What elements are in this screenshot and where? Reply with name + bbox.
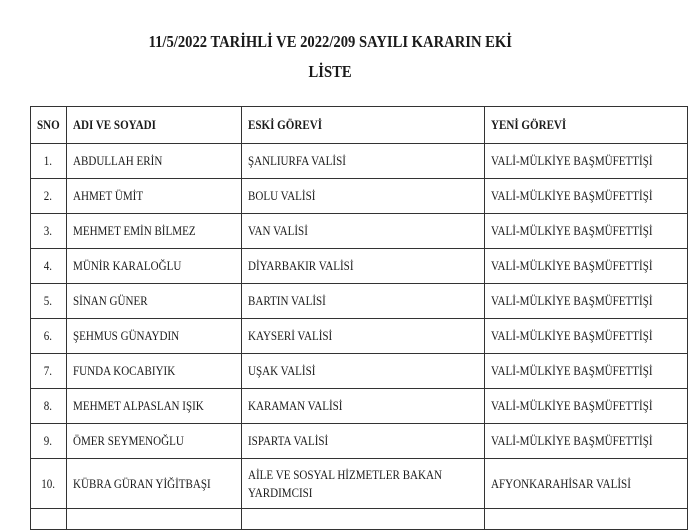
table-row (31, 389, 688, 424)
cell-text: 2. (44, 188, 53, 203)
cell-new-duty (484, 179, 687, 214)
table-row (31, 319, 688, 354)
cell-sno (31, 459, 67, 509)
cell-text: VALİ-MÜLKİYE BAŞMÜFETTİŞİ (490, 363, 653, 378)
table-row (31, 284, 688, 319)
cell-sno (31, 389, 67, 424)
cell-text: 8. (44, 398, 53, 413)
cell-text: ŞANLIURFA VALİSİ (247, 153, 346, 168)
cell-text: VALİ-MÜLKİYE BAŞMÜFETTİŞİ (490, 293, 653, 308)
cell-old-duty (241, 249, 484, 284)
cell-sno (31, 319, 67, 354)
table-row (31, 354, 688, 389)
cell-text: AİLE VE SOSYAL HİZMETLER BAKAN YARDIMCISI (247, 466, 442, 500)
cell-sno (31, 354, 67, 389)
cell-new-duty (484, 389, 687, 424)
table-header-row (31, 107, 688, 144)
cell-text: UŞAK VALİSİ (247, 363, 316, 378)
document-subtitle-text: LİSTE (308, 62, 352, 81)
cell-new-duty (484, 144, 687, 179)
cell-sno (31, 179, 67, 214)
cell-text: KÜBRA GÜRAN YİĞİTBAŞI (72, 475, 211, 491)
document-title (0, 32, 660, 52)
cell-old-duty (241, 179, 484, 214)
cell-text: DİYARBAKIR VALİSİ (247, 258, 354, 273)
cell-text: AFYONKARAHİSAR VALİSİ (490, 475, 631, 491)
cell-old-duty (241, 459, 484, 509)
cell-text: YENİ GÖREVİ (490, 117, 566, 132)
header-name (66, 107, 241, 144)
cell-name (66, 354, 241, 389)
table-row (31, 214, 688, 249)
cell-text: ISPARTA VALİSİ (247, 433, 328, 448)
cell-text: KARAMAN VALİSİ (247, 398, 343, 413)
cell-name (66, 214, 241, 249)
cell-text: KAYSERİ VALİSİ (247, 328, 332, 343)
cell-text: 1. (44, 153, 53, 168)
cell-name (66, 284, 241, 319)
table-row (31, 459, 688, 509)
cell-name (66, 459, 241, 509)
cell-sno (31, 214, 67, 249)
document-subtitle (0, 62, 660, 82)
table-row (31, 424, 688, 459)
cell-sno (31, 284, 67, 319)
cell-text: VALİ-MÜLKİYE BAŞMÜFETTİŞİ (490, 433, 653, 448)
cell-old-duty (241, 389, 484, 424)
cell-new-duty (484, 214, 687, 249)
cell-text: 6. (44, 328, 53, 343)
cell-sno (31, 144, 67, 179)
table-row (31, 179, 688, 214)
cell-text: AHMET ÜMİT (72, 188, 143, 203)
cell-text: ADI VE SOYADI (72, 117, 156, 132)
cell-new-duty (484, 249, 687, 284)
cell-old-duty (241, 214, 484, 249)
cell-name (66, 424, 241, 459)
cell-name (66, 249, 241, 284)
cell-text: 10. (41, 475, 56, 491)
cell-old-duty (241, 319, 484, 354)
cell-text: VALİ-MÜLKİYE BAŞMÜFETTİŞİ (490, 153, 653, 168)
cell-text: SNO (37, 117, 60, 132)
cell-old-duty (241, 144, 484, 179)
cell-text: 7. (44, 363, 53, 378)
cell-text: BOLU VALİSİ (247, 188, 316, 203)
cell-text: 3. (44, 223, 53, 238)
cell-old-duty (241, 354, 484, 389)
cell-text: BARTIN VALİSİ (247, 293, 326, 308)
cell-text: SİNAN GÜNER (72, 293, 148, 308)
cell-name (66, 319, 241, 354)
appointments-table (30, 106, 688, 530)
cell-text: VALİ-MÜLKİYE BAŞMÜFETTİŞİ (490, 328, 653, 343)
cell-text: MEHMET ALPASLAN IŞIK (72, 398, 204, 413)
document-title-text: 11/5/2022 TARİHLİ VE 2022/209 SAYILI KARARIN EKİ (148, 32, 512, 51)
cell-text: MÜNİR KARALOĞLU (72, 258, 182, 273)
cell-text: ESKİ GÖREVİ (247, 117, 322, 132)
cell-new-duty (484, 284, 687, 319)
cell-text: ÖMER SEYMENOĞLU (72, 433, 184, 448)
cell-text: VAN VALİSİ (247, 223, 308, 238)
cell-text: MEHMET EMİN BİLMEZ (72, 223, 196, 238)
cell-sno (31, 249, 67, 284)
cell-name (66, 389, 241, 424)
cell-text: 4. (44, 258, 53, 273)
cell-text: ŞEHMUS GÜNAYDIN (72, 328, 179, 343)
cell-text: VALİ-MÜLKİYE BAŞMÜFETTİŞİ (490, 398, 653, 413)
cell-text: 5. (44, 293, 53, 308)
cell-new-duty (484, 424, 687, 459)
cell-text: ABDULLAH ERİN (72, 153, 163, 168)
header-sno (31, 107, 67, 144)
cell-new-duty (484, 319, 687, 354)
table-row (31, 249, 688, 284)
table-row (31, 144, 688, 179)
cell-text: VALİ-MÜLKİYE BAŞMÜFETTİŞİ (490, 223, 653, 238)
cell-text: VALİ-MÜLKİYE BAŞMÜFETTİŞİ (490, 258, 653, 273)
cell-text: 9. (44, 433, 53, 448)
cell-text: VALİ-MÜLKİYE BAŞMÜFETTİŞİ (490, 188, 653, 203)
cell-old-duty (241, 424, 484, 459)
cell-sno (31, 424, 67, 459)
cell-name (66, 144, 241, 179)
cell-name (66, 179, 241, 214)
cell-text: FUNDA KOCABIYIK (72, 363, 175, 378)
cell-old-duty (241, 284, 484, 319)
header-new-duty (484, 107, 687, 144)
header-old-duty (241, 107, 484, 144)
cell-new-duty (484, 459, 687, 509)
cell-new-duty (484, 354, 687, 389)
